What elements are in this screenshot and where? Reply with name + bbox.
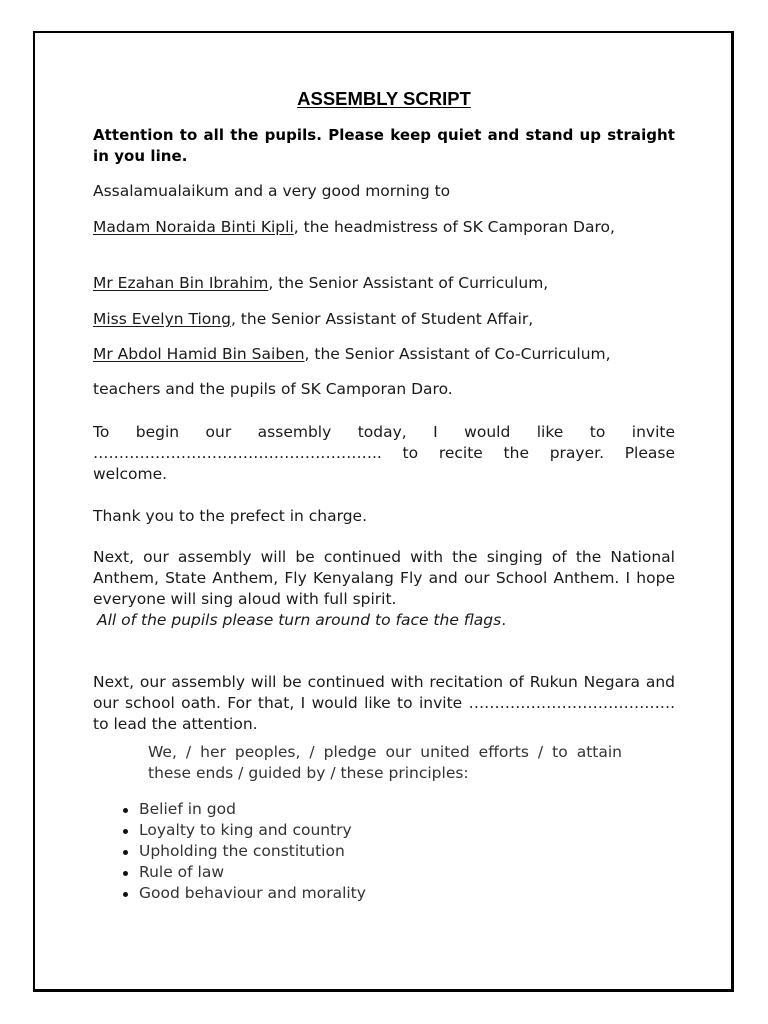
- dignitary-curriculum: [93, 273, 675, 294]
- bullet-icon: [123, 892, 128, 897]
- dignitary-role: , the headmistress of SK Camporan Daro,: [293, 218, 615, 236]
- dignitary-name: Madam Noraida Binti Kipli: [93, 218, 294, 236]
- anthem-instruction-text: All of the pupils please turn around to face the flags: [97, 611, 502, 629]
- anthem-paragraph: Next, our assembly will be continued with the singing of the National Anthem, State Anthem, Fly Kenyalang Fly and our School Anthem. I hope everyone will sing aloud with full spirit.: [93, 548, 675, 608]
- principle-text: Upholding the constitution: [139, 842, 345, 860]
- principle-text: Rule of law: [139, 863, 225, 881]
- dignitary-role: , the Senior Assistant of Curriculum,: [268, 274, 549, 292]
- rukun-negara-paragraph: Next, our assembly will be continued with recitation of Rukun Negara and our school oath. For that, I would like to invite …………………………………. to lead the attention.: [93, 673, 675, 733]
- dignitary-role: , the Senior Assistant of Co-Curriculum,: [304, 345, 611, 363]
- principles-list: [120, 799, 366, 904]
- principle-text: Belief in god: [139, 800, 236, 818]
- list-item: [120, 820, 366, 841]
- greeting-line: Assalamualaikum and a very good morning to: [93, 182, 451, 200]
- principle-text: Good behaviour and morality: [139, 884, 366, 902]
- anthem-instruction: [97, 610, 679, 631]
- principle-text: Loyalty to king and country: [139, 821, 352, 839]
- bullet-icon: [123, 871, 128, 876]
- pledge-text: We, / her peoples, / pledge our united efforts / to attain these ends / guided by / these principles:: [148, 743, 622, 782]
- prayer-invite-paragraph: To begin our assembly today, I would like to invite ……………………………………………….. to recite the prayer. Please welcome.: [93, 423, 675, 483]
- bullet-icon: [123, 829, 128, 834]
- dignitary-name: Mr Ezahan Bin Ibrahim: [93, 274, 269, 292]
- list-item: [120, 883, 366, 904]
- bullet-icon: [123, 808, 128, 813]
- bullet-icon: [123, 850, 128, 855]
- list-item: [120, 862, 366, 883]
- list-item: [120, 841, 366, 862]
- anthem-instruction-end: .: [501, 611, 507, 629]
- document-title: ASSEMBLY SCRIPT: [297, 88, 471, 109]
- dignitary-name: Mr Abdol Hamid Bin Saiben: [93, 345, 305, 363]
- list-item: [120, 799, 366, 820]
- dignitary-headmistress: [93, 217, 675, 238]
- thanks-line: Thank you to the prefect in charge.: [93, 507, 368, 525]
- attention-paragraph: Attention to all the pupils. Please keep quiet and stand up straight in you line.: [93, 126, 675, 165]
- audience-line: teachers and the pupils of SK Camporan Daro.: [93, 380, 453, 398]
- dignitary-name: Miss Evelyn Tiong: [93, 310, 231, 328]
- dignitary-co-curriculum: [93, 344, 675, 365]
- dignitary-role: , the Senior Assistant of Student Affair,: [230, 310, 534, 328]
- dignitary-student-affair: [93, 309, 675, 330]
